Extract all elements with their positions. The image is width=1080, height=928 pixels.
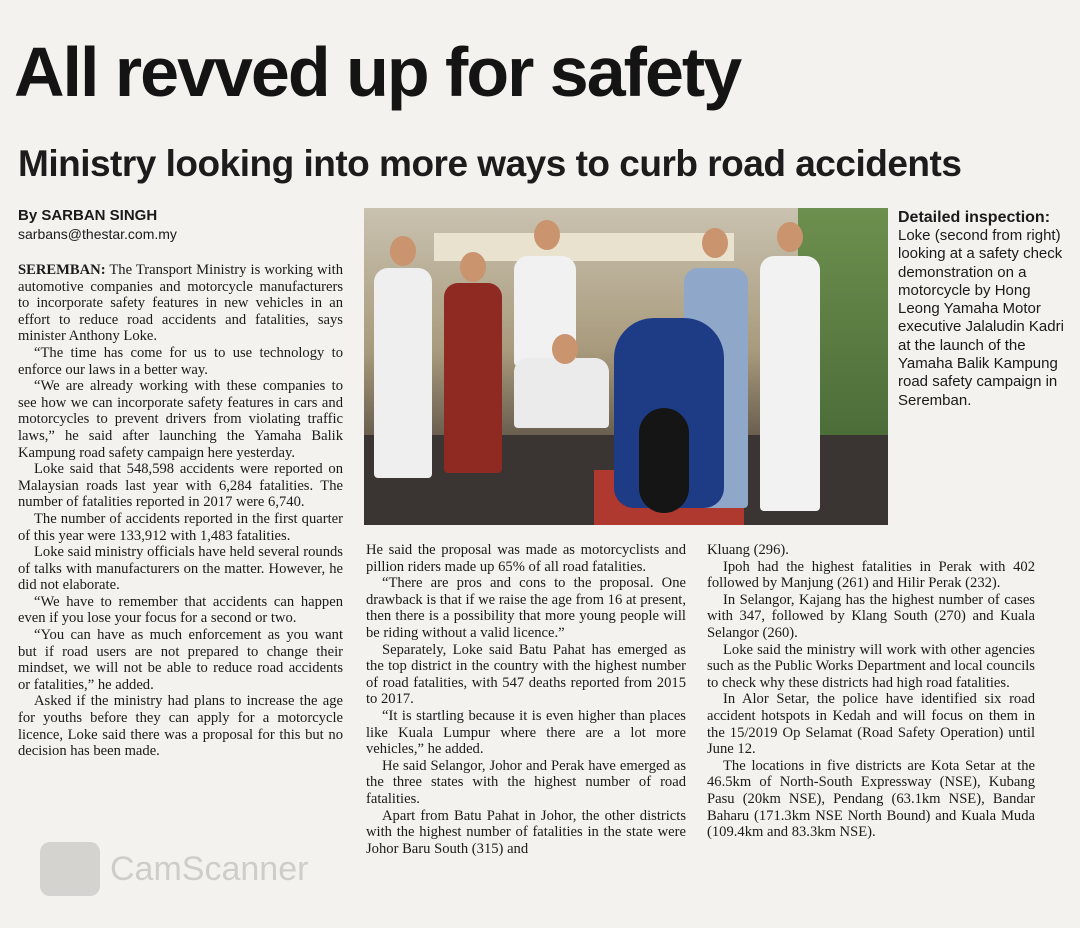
person-head — [702, 228, 728, 258]
paragraph: “We are already working with these companies to see how we can incorporate safety features in cars and motorcycles to prevent drivers from violating traffic laws,” he said after launching the Yamaha Balik Kampung road safety campaign here yesterday. — [18, 378, 343, 461]
person-head — [552, 334, 578, 364]
paragraph: The locations in five districts are Kota Setar at the 46.5km of North-South Expressway (NSE), Kubang Pasu (20km NSE), Pendang (63.1km NSE), Bandar Baharu (171.3km NSE North Bound) and Kuala Muda (109.4km and 83.3km NSE). — [707, 757, 1035, 841]
byline — [18, 207, 177, 243]
paragraph: He said the proposal was made as motorcyclists and pillion riders made up 65% of all road fatalities. — [366, 542, 686, 575]
paragraph: “We have to remember that accidents can happen even if you lose your focus for a second or two. — [18, 593, 343, 627]
person-head — [777, 222, 803, 252]
news-photo — [364, 208, 888, 525]
person-head — [534, 220, 560, 250]
paragraph: He said Selangor, Johor and Perak have emerged as the three states with the highest number of road fatalities. — [366, 757, 686, 807]
person — [444, 283, 502, 473]
paragraph: Loke said the ministry will work with other agencies such as the Public Works Department and local councils to check why these districts had high road fatalities. — [707, 641, 1035, 691]
person — [514, 358, 609, 428]
headline: All revved up for safety — [14, 33, 741, 111]
paragraph: “There are pros and cons to the proposal. One drawback is that if we raise the age from 16 at present, then there is a possibility that more young people will be riding without a valid licence.” — [366, 575, 686, 641]
paragraph: “It is startling because it is even higher than places like Kuala Lumpur where there are a lot more vehicles,” he added. — [366, 707, 686, 758]
paragraph — [18, 262, 343, 345]
person — [760, 256, 820, 511]
scanner-watermark — [40, 840, 350, 900]
camscanner-logo-icon — [40, 842, 100, 896]
paragraph: Asked if the ministry had plans to increase the age for youths before they can apply for a motorcycle licence, Loke said there was a proposal for this but no decision has been made. — [18, 693, 343, 760]
article-column-2 — [366, 542, 686, 857]
paragraph: Loke said that 548,598 accidents were reported on Malaysian roads last year with 6,284 fatalities. The number of fatalities reported in 2017 were 6,740. — [18, 461, 343, 511]
paragraph: Loke said ministry officials have held several rounds of talks with manufacturers on the matter. However, he did not elaborate. — [18, 544, 343, 594]
paragraph: The number of accidents reported in the first quarter of this year were 133,912 with 1,483 fatalities. — [18, 510, 343, 544]
paragraph: “You can have as much enforcement as you want but if road users are not prepared to change their mindset, we will not be able to reduce road accidents or fatalities,” he added. — [18, 627, 343, 693]
paragraph: Separately, Loke said Batu Pahat has emerged as the top district in the country with the highest number of road fatalities, with 547 deaths reported from 2015 to 2017. — [366, 641, 686, 708]
paragraph: Apart from Batu Pahat in Johor, the other districts with the highest number of fatalities in the state were Johor Baru South (315) and — [366, 807, 686, 857]
article-column-3 — [707, 542, 1035, 841]
author-email: sarbans@thestar.com.my — [18, 226, 177, 242]
paragraph: Kluang (296). — [707, 542, 789, 558]
photo-caption — [898, 208, 1068, 410]
paragraph: In Alor Setar, the police have identified six road accident hotspots in Kedah and will focus on them in the 15/2019 Op Selamat (Road Safety Operation) until June 12. — [707, 691, 1035, 758]
person-head — [460, 252, 486, 282]
watermark-text: CamScanner — [110, 850, 309, 888]
dateline: SEREMBAN: — [18, 262, 106, 278]
person-head — [390, 236, 416, 266]
motorcycle-wheel — [639, 408, 689, 513]
article-column-1 — [18, 262, 343, 760]
caption-title: Detailed inspection: — [898, 209, 1051, 226]
author-name: By SARBAN SINGH — [18, 207, 158, 224]
paragraph: “The time has come for us to use technology to enforce our laws in a better way. — [18, 344, 343, 378]
paragraph-text: The Transport Ministry is working with automotive companies and motorcycle manufacturers to incorporate safety features in new vehicles in an effort to reduce road accidents and fatalities, says minister Anthony Loke. — [18, 262, 343, 345]
paragraph: Ipoh had the highest fatalities in Perak with 402 followed by Manjung (261) and Hilir Perak (232). — [707, 558, 1035, 592]
paragraph: In Selangor, Kajang has the highest number of cases with 347, followed by Klang South (270) and Kuala Selangor (260). — [707, 591, 1035, 641]
subheadline: Ministry looking into more ways to curb road accidents — [18, 143, 962, 184]
caption-text: Loke (second from right) looking at a safety check demonstration on a motorcycle by Hong Leong Yamaha Motor executive Jalaludin Kadri at the launch of the Yamaha Balik Kampung road safety campaign in Seremban. — [898, 227, 1064, 409]
person — [374, 268, 432, 478]
